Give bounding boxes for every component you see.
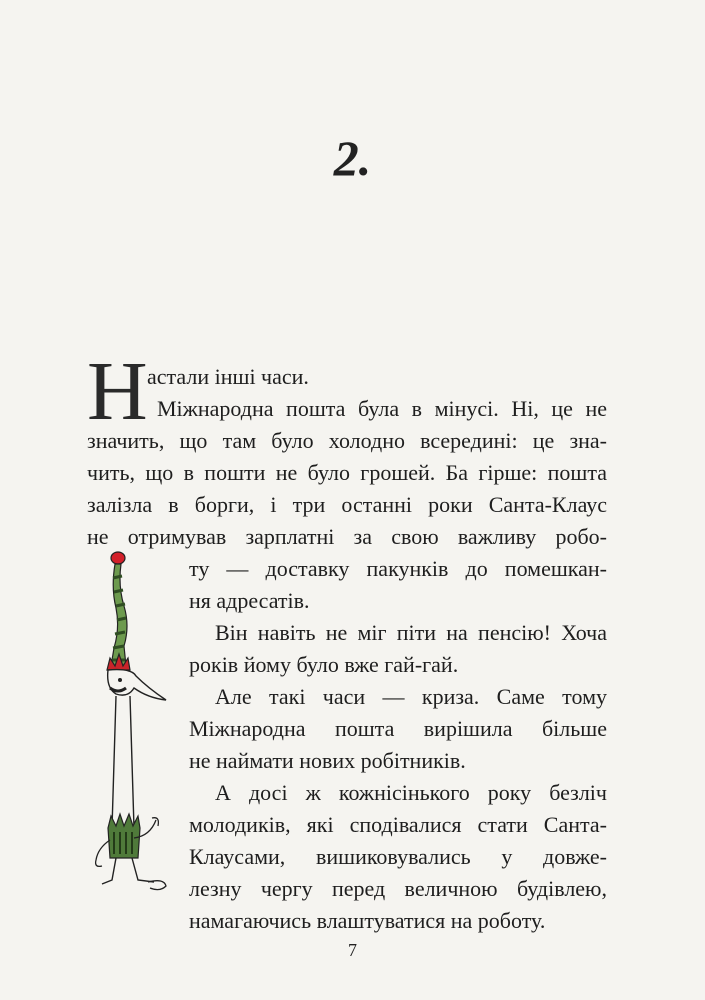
page-number: 7 xyxy=(348,940,357,960)
text-line: молодиків, які сподівалися стати Санта- xyxy=(189,812,607,837)
text-line: значить, що там було холодно всередині: це зна- xyxy=(87,428,607,453)
text-line: не отримував зарплатні за свою важливу робо- xyxy=(87,524,607,549)
text-line: не наймати нових робітників. xyxy=(189,748,466,773)
text-line: Міжнародна пошта була в мінусі. Ні, це не xyxy=(157,396,607,421)
drop-cap: Н xyxy=(87,345,148,438)
text-line: А досі ж кожнісінького року безліч xyxy=(215,780,607,805)
chapter-number: 2. xyxy=(333,130,372,186)
elf-with-crown-illustration xyxy=(78,548,178,898)
text-line: намагаючись влаштуватися на роботу. xyxy=(189,908,546,933)
text-line: Він навіть не міг піти на пенсію! Хоча xyxy=(215,620,607,645)
text-line: чить, що в пошти не було грошей. Ба гірше: пошта xyxy=(87,460,607,485)
text-line: Але такі часи — криза. Саме тому xyxy=(215,684,607,709)
text-line: Міжнародна пошта вирішила більше xyxy=(189,716,607,741)
text-line: ту — доставку пакунків до помешкан- xyxy=(189,556,607,581)
text-line: ня адресатів. xyxy=(189,588,310,613)
text-line: Клаусами, вишиковувались у довже- xyxy=(189,844,607,869)
text-line: залізла в борги, і три останні роки Санта-Клаус xyxy=(87,492,607,517)
text-line: астали інші часи. xyxy=(147,364,309,389)
text-line: лезну чергу перед величною будівлею, xyxy=(189,876,607,901)
text-line: років йому було вже гай-гай. xyxy=(189,652,459,677)
